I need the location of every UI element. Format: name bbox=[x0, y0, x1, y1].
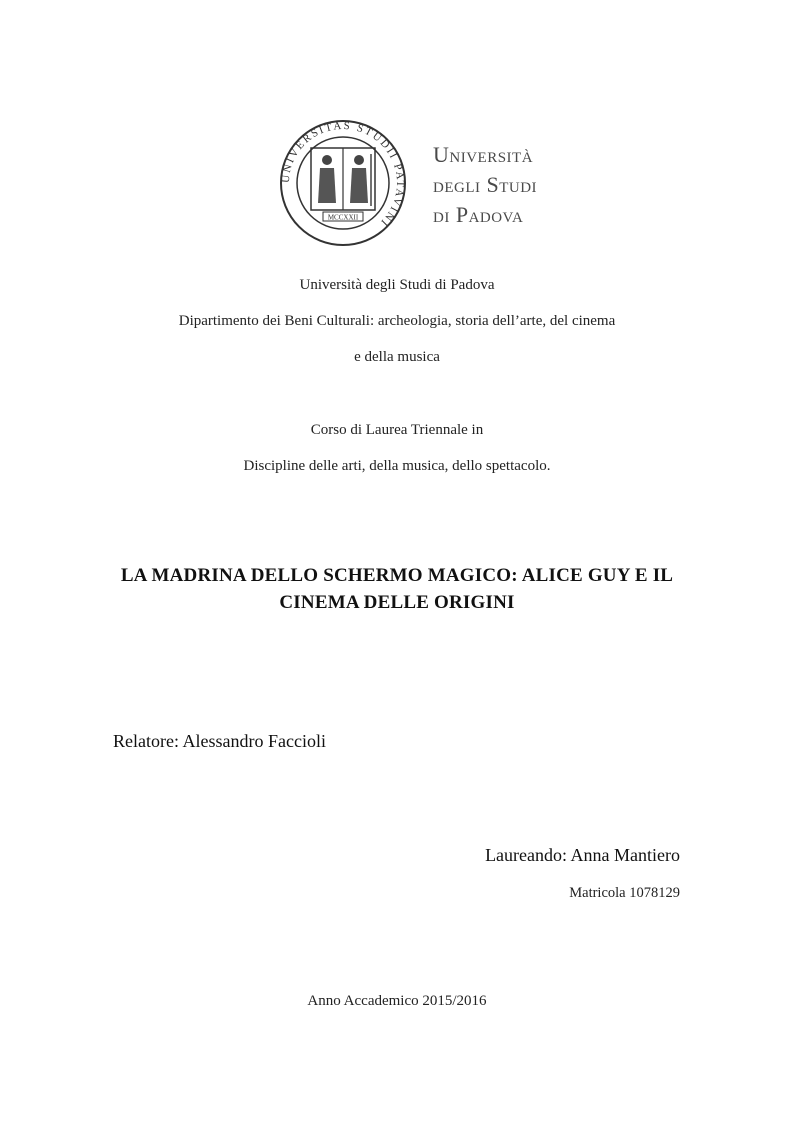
university-wordmark bbox=[433, 140, 537, 230]
department-line-2: e della musica bbox=[354, 349, 440, 365]
department-line-1: Dipartimento dei Beni Culturali: archeologia, storia dell’arte, del cinema bbox=[178, 313, 616, 329]
university-name: Università degli Studi di Padova bbox=[299, 277, 495, 293]
academic-year: Anno Accademico 2015/2016 bbox=[307, 993, 487, 1009]
relatore: Relatore: Alessandro Faccioli bbox=[113, 731, 326, 751]
laureando: Laureando: Anna Mantiero bbox=[485, 845, 680, 865]
thesis-title-line-1: LA MADRINA DELLO SCHERMO MAGICO: ALICE GUY E IL bbox=[120, 565, 674, 586]
wordmark-line-1: Università bbox=[433, 142, 534, 167]
thesis-title-line-2: CINEMA DELLE ORIGINI bbox=[279, 592, 515, 613]
course-line-1: Corso di Laurea Triennale in bbox=[310, 422, 484, 438]
wordmark-line-3: di Padova bbox=[433, 202, 524, 227]
university-seal-icon bbox=[278, 118, 408, 248]
course-line-2: Discipline delle arti, della musica, dello spettacolo. bbox=[243, 458, 551, 474]
seal-date: MCCXXII bbox=[327, 213, 359, 222]
seal-ring-text: UNIVERSITAS STUDII PATAVINI bbox=[279, 119, 407, 230]
wordmark-line-2: degli Studi bbox=[433, 172, 538, 197]
matricola: Matricola 1078129 bbox=[569, 885, 680, 901]
